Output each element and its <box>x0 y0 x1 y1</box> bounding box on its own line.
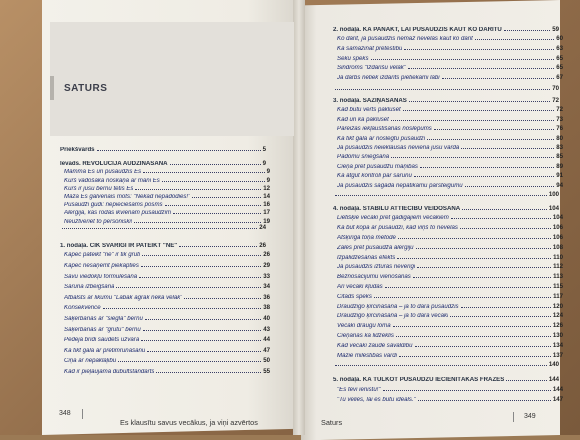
toc-ievads-item-title: Pusaudži gudi: nepieciešams posms <box>64 202 163 209</box>
toc-chapter-3 <box>333 96 559 105</box>
toc-chapter3-item-leader <box>465 180 555 186</box>
toc-chapter1-item-leader <box>141 335 261 341</box>
toc-chapter-5-leader <box>506 375 547 381</box>
toc-chapter5-item-leader <box>383 385 551 391</box>
toc-chapter1-item-page: 29 <box>263 262 270 270</box>
toc-ievads-item-title: Alerģija, kas rodas ikvienam pusaudzim <box>64 210 172 217</box>
toc-chapter3-item-leader <box>403 105 555 111</box>
toc-chapter2-item <box>333 53 563 62</box>
toc-chapter1-item-page: 55 <box>263 368 270 376</box>
toc-chapter3-item-page: 91 <box>556 172 563 180</box>
toc-chapter-1-title: 1. nodaļa. CIK SVARĪGI IR PATEIKT "NĒ" <box>60 243 178 250</box>
toc-chapter2-item-leader <box>371 53 555 59</box>
contents-heading <box>50 76 298 100</box>
toc-chapter2-item-page: 65 <box>556 54 563 62</box>
toc-chapter4-item <box>333 282 563 291</box>
toc-chapter1-item-page: 44 <box>263 336 270 344</box>
toc-chapter1-item-page: 34 <box>263 283 270 291</box>
toc-chapter3-item-page: 94 <box>556 181 563 189</box>
toc-chapter-4-title: 4. nodaļa. STABILU ATTIECĪBU VEIDOŠANA <box>333 206 461 213</box>
toc-chapter2-item-page: 65 <box>556 64 563 72</box>
toc-chapter2-item-leader <box>408 63 554 69</box>
toc-chapter4-item-page: 130 <box>552 332 563 340</box>
toc-chapter4-item-title: Kā būt kopā ar pusaudzi, kad viņš to nevēlas <box>337 225 458 232</box>
book-gutter <box>293 0 305 435</box>
toc-chapter1-item <box>60 250 270 259</box>
toc-ievads-item-title: Kurš ir jūsu bērnu tētis Es <box>64 185 134 192</box>
toc-chapter3-item <box>333 124 563 133</box>
toc-chapter4-item-leader <box>451 213 551 219</box>
toc-chapter1-item-leader <box>156 367 261 373</box>
toc-chapter3-item-page: 85 <box>556 153 563 161</box>
toc-chapter5-item <box>333 395 563 404</box>
toc-chapter3-item-page: 89 <box>556 162 563 170</box>
toc-chapter1-item-leader <box>145 314 261 320</box>
toc-chapter-1-page: 26 <box>259 242 266 250</box>
toc-chapter3-item-title: Pareizas iekļaustīšanās noslēpums <box>337 126 432 133</box>
toc-chapter3-item-leader <box>414 171 554 177</box>
toc-chapter-4 <box>333 204 559 213</box>
toc-chapter4-item-leader <box>398 233 551 239</box>
toc-chapter1-item-title: Savu viedokļu formulēšana <box>64 273 138 280</box>
toc-chapter4-item <box>333 223 563 232</box>
toc-chapter1-item-page: 26 <box>263 251 270 259</box>
toc-ievads-item-leader <box>134 216 261 222</box>
toc-chapter-2 <box>333 25 559 34</box>
toc-chapter4-end-leader <box>335 360 547 366</box>
toc-ievads-item-leader <box>162 175 265 181</box>
toc-chapter-2-title: 2. nodaļa. KĀ PANĀKT, LAI PUSAUDZIS KAUT KO DARĪTU <box>333 27 502 34</box>
toc-chapter4-end <box>333 360 559 369</box>
toc-chapter1-item-title: Kā tikt galā ar pretimrunāšanu <box>64 347 146 354</box>
toc-chapter2-end <box>333 84 559 93</box>
toc-chapter-1 <box>60 241 266 250</box>
toc-chapter3-item <box>333 143 563 152</box>
toc-chapter-2-page: 59 <box>552 26 559 34</box>
toc-chapter4-item-title: Atšķirīgā toņa metode <box>337 235 396 242</box>
toc-chapter-2-leader <box>504 25 550 31</box>
toc-chapter1-item <box>60 303 270 312</box>
toc-chapter1-item-page: 40 <box>263 315 270 323</box>
toc-chapter5-item-title: "Es tevi ienīstu!" <box>337 387 381 394</box>
toc-ievads-item-page: 19 <box>263 217 270 225</box>
toc-ievads-item-leader <box>165 200 262 206</box>
left-folio: 348 <box>59 410 71 417</box>
toc-chapter2-item-page: 63 <box>556 45 563 53</box>
toc-intro-leader <box>97 145 261 151</box>
toc-chapter4-item <box>333 321 563 330</box>
toc-chapter-ievads-page: 9 <box>262 160 266 168</box>
toc-chapter2-item <box>333 72 563 81</box>
toc-chapter4-item-page: 106 <box>552 224 563 232</box>
toc-chapter1-item <box>60 271 270 280</box>
toc-chapter4-item <box>333 311 563 320</box>
toc-chapter4-item <box>333 233 563 242</box>
toc-chapter1-item <box>60 261 270 270</box>
toc-chapter5-item-page: 147 <box>552 396 563 404</box>
toc-chapter4-item-leader <box>413 272 551 278</box>
toc-ievads-item-leader <box>143 167 264 173</box>
toc-chapter4-item-title: Draudzīgo ķircināšana – ja to dara pusaudzis <box>337 303 459 310</box>
toc-chapter1-item-title: Saķerbanās ar "grūtu" bērnu <box>64 326 141 333</box>
toc-chapter3-item-page: 73 <box>556 115 563 123</box>
toc-chapter3-item-leader <box>391 152 554 158</box>
toc-chapter1-item <box>60 367 270 376</box>
toc-chapter3-end-page: 100 <box>548 191 559 199</box>
toc-chapter2-item <box>333 34 563 43</box>
toc-chapter4-item-leader <box>397 252 551 258</box>
toc-chapter3-item-page: 76 <box>556 125 563 133</box>
toc-chapter2-item-title: Ko darīt, ja pusaudzis nemaz nevēlas kaut ko darīt <box>337 36 473 43</box>
toc-chapter3-item-title: Ja pusaudzis sagādā nepatīkamu pārsteigumu <box>337 182 463 189</box>
toc-ievads-item-page: 14 <box>263 193 270 201</box>
toc-chapter1-item-leader <box>118 356 261 362</box>
toc-chapter4-item-leader <box>416 242 551 248</box>
toc-ievads-end <box>60 223 266 232</box>
toc-chapter1-item <box>60 292 270 301</box>
toc-chapter1-item-title: Saruna izbeigšana <box>64 284 115 291</box>
toc-chapter3-end-leader <box>335 190 547 196</box>
toc-chapter1-item-title: Pēdējā brīdī saudēts uzvara <box>64 337 140 344</box>
toc-intro-title: Priekšvārds <box>60 147 95 154</box>
toc-chapter3-item-leader <box>420 161 554 167</box>
toc-chapter1-item-leader <box>141 261 261 267</box>
toc-chapter4-item <box>333 272 563 281</box>
toc-chapter2-item-title: Seku spēks <box>337 55 369 62</box>
toc-chapter4-item-leader <box>450 311 550 317</box>
toc-chapter3-item-leader <box>427 133 554 139</box>
toc-chapter1-item-title: Saķerbanās ar "siegla" bērnu <box>64 316 143 323</box>
toc-intro <box>60 145 266 154</box>
toc-ievads-end-page: 24 <box>259 224 266 232</box>
toc-chapter4-item-leader <box>417 262 551 268</box>
toc-chapter4-item-page: 106 <box>552 234 563 242</box>
toc-chapter3-item <box>333 152 563 161</box>
toc-chapter1-item-leader <box>142 250 261 256</box>
toc-chapter4-item-page: 137 <box>552 351 563 359</box>
toc-chapter2-item-page: 67 <box>556 73 563 81</box>
toc-chapter3-item-leader <box>434 124 554 130</box>
toc-chapter3-item <box>333 105 563 114</box>
toc-chapter-3-page: 72 <box>552 97 559 105</box>
toc-chapter1-item-page: 50 <box>263 357 270 365</box>
toc-chapter3-item-title: Cieņa pret pusaudžu māņības <box>337 163 418 170</box>
toc-chapter5-item-leader <box>418 395 551 401</box>
toc-chapter4-item <box>333 252 563 261</box>
toc-chapter1-item <box>60 345 270 354</box>
right-folio: 349 <box>524 413 536 420</box>
toc-chapter4-item <box>333 291 563 300</box>
toc-ievads-item-leader <box>135 183 261 189</box>
toc-chapter-4-page: 104 <box>548 205 559 213</box>
toc-chapter4-item <box>333 340 563 349</box>
toc-chapter1-item-leader <box>143 324 261 330</box>
toc-chapter4-item-title: Lietišķie vecāki pret gādīgajiem vecākiem <box>337 215 449 222</box>
toc-chapter2-end-leader <box>335 84 550 90</box>
toc-chapter4-item-title: Mazie mīlestības vārdi <box>337 352 397 359</box>
right-running-foot: Saturs <box>321 418 343 427</box>
toc-chapter1-item-page: 47 <box>263 346 270 354</box>
toc-chapter1-item <box>60 356 270 365</box>
toc-chapter2-item-title: Ja darbs netiek izdarīts pietiekami labi <box>337 74 440 81</box>
toc-chapter1-item-page: 38 <box>263 304 270 312</box>
toc-chapter3-item <box>333 114 563 123</box>
contents-heading-text: SATURS <box>64 83 108 94</box>
toc-chapter3-item-title: Kā atgūt kontroli pār sarunu <box>337 173 412 180</box>
toc-chapter4-item-title: Ja pusaudzis izturas nevērīgi <box>337 264 416 271</box>
toc-chapter-ievads-title: Ievads. REVOLŪCIJA AUDZINĀŠANĀ <box>60 161 168 168</box>
toc-chapter3-item-title: Kā tikt galā ar noslēgtu pusaudzi <box>337 135 426 142</box>
toc-chapter3-item-title: Kad būtu vērts paklusēt <box>337 107 401 114</box>
toc-chapter1-item-title: Kad ir pieļaujama dubultstandarts <box>64 369 155 376</box>
toc-chapter3-item-page: 80 <box>556 134 563 142</box>
toc-chapter3-item <box>333 180 563 189</box>
toc-chapter-ievads-leader <box>170 159 261 165</box>
toc-ievads-item-leader <box>192 192 261 198</box>
toc-chapter4-item-page: 134 <box>552 341 563 349</box>
toc-chapter-4-leader <box>462 204 547 210</box>
toc-chapter3-item-title: Padomu sniegšana <box>337 154 390 161</box>
toc-chapter3-item-page: 83 <box>556 144 563 152</box>
toc-chapter2-item-page: 60 <box>556 35 563 43</box>
toc-chapter2-item-leader <box>404 44 554 50</box>
toc-chapter2-item-title: Sindroms "Izdarīšu vēlāk" <box>337 65 407 72</box>
toc-ievads-item-page: 17 <box>263 209 270 217</box>
toc-chapter3-item-title: Kad un kā paklusēt <box>337 116 389 123</box>
toc-chapter4-item-page: 117 <box>553 292 563 300</box>
toc-ievads-item-page: 16 <box>263 201 270 209</box>
toc-ievads-item-page: 9 <box>266 176 270 184</box>
toc-chapter-3-leader <box>409 96 550 102</box>
toc-chapter2-end-page: 70 <box>552 85 559 93</box>
toc-chapter4-item-page: 120 <box>552 302 563 310</box>
toc-chapter1-item <box>60 282 270 291</box>
toc-chapter4-item-page: 115 <box>553 283 563 291</box>
toc-chapter1-item-title: Konsekvence <box>64 305 101 312</box>
toc-chapter5-item-page: 144 <box>552 386 563 394</box>
toc-chapter-5 <box>333 375 559 384</box>
toc-chapter3-item <box>333 133 563 142</box>
toc-chapter4-item-title: Izpalīdzēšanas efekts <box>337 254 396 261</box>
toc-chapter4-item <box>333 242 563 251</box>
toc-chapter4-item-title: Citāds spēks <box>337 293 372 300</box>
toc-chapter3-item-page: 72 <box>556 106 563 114</box>
toc-ievads-item-title: Kurš vadošākā noskaņa ar mani Es <box>64 177 160 184</box>
toc-chapter3-item <box>333 161 563 170</box>
toc-chapter1-item <box>60 324 270 333</box>
toc-chapter4-item-title: Ari vecāki kļūdās <box>337 284 383 291</box>
toc-chapter1-item-title: Kāpēc nesaņemt piekāpties <box>64 263 139 270</box>
toc-chapter3-end <box>333 190 559 199</box>
toc-ievads-end-leader <box>62 223 257 229</box>
toc-chapter4-item <box>333 213 563 222</box>
toc-chapter4-item-page: 108 <box>552 243 563 251</box>
toc-chapter1-item-leader <box>103 303 262 309</box>
toc-chapter1-item-title: Kāpēc pateikt "nē" ir tik grūti <box>64 252 141 259</box>
toc-chapter4-item-leader <box>374 291 551 297</box>
toc-chapter4-item-leader <box>460 223 551 229</box>
toc-chapter1-item-title: Atbalsts ar likumu "Labāk agrāk nekā vēlāk" <box>64 294 183 301</box>
toc-ievads-item-title: Neuztveriet to personiski! <box>64 218 133 225</box>
toc-chapter3-item-title: Ja pusaudzis neieklausās nevienā jūsu vārdā <box>337 145 460 152</box>
toc-chapter3-item <box>333 171 563 180</box>
toc-chapter4-item-title: Zāles pret pusaudža alerģiju <box>337 244 414 251</box>
left-folio-separator <box>82 409 83 419</box>
toc-chapter2-item-leader <box>442 72 555 78</box>
toc-chapter4-item-page: 110 <box>553 253 563 261</box>
toc-chapter4-item <box>333 301 563 310</box>
toc-chapter2-item-title: Kā samazināt pretestību <box>337 46 403 53</box>
toc-chapter4-item-title: Kad vecāki zaudē savaldību <box>337 342 413 349</box>
toc-chapter1-item-leader <box>184 292 261 298</box>
toc-chapter2-item <box>333 63 563 72</box>
toc-chapter-1-leader <box>179 241 257 247</box>
toc-ievads-item-page: 12 <box>263 184 270 192</box>
toc-chapter5-item <box>333 385 563 394</box>
toc-chapter4-item <box>333 350 563 359</box>
toc-chapter-5-page: 144 <box>548 376 559 384</box>
toc-chapter4-item <box>333 331 563 340</box>
toc-chapter4-item-title: Vecāki draugu lomā <box>337 323 391 330</box>
toc-chapter1-item-page: 43 <box>263 325 270 333</box>
toc-ievads-item-title: Mamma Es un pusaudzis Es <box>64 169 142 176</box>
toc-chapter3-item-leader <box>461 143 554 149</box>
toc-chapter4-item-page: 126 <box>552 322 563 330</box>
toc-chapter1-item-leader <box>116 282 261 288</box>
toc-chapter4-item-leader <box>461 301 551 307</box>
toc-chapter2-item <box>333 44 563 53</box>
toc-chapter1-item-title: Cīņa ar nepaklāļību <box>64 358 117 365</box>
toc-chapter1-item <box>60 335 270 344</box>
toc-intro-page: 5 <box>262 146 266 154</box>
toc-chapter4-item <box>333 262 563 271</box>
toc-ievads-item-title: Mazā Es galvenais mots: "Nekad nepadodies!" <box>64 194 191 201</box>
toc-chapter4-item-title: Draudzīgo ķircināšana – ja to dara vecāki <box>337 313 449 320</box>
toc-chapter3-item-leader <box>391 114 554 120</box>
toc-chapter4-item-title: Cīeņanas kā līdzeklis <box>337 333 394 340</box>
toc-chapter4-item-page: 104 <box>552 214 563 222</box>
toc-chapter2-item-leader <box>475 34 554 40</box>
toc-chapter1-item-page: 36 <box>263 293 270 301</box>
toc-chapter-5-title: 5. nodaļa. KĀ TULKOT PUSAUDŽU IECIENĪTĀKĀS FRĀZES <box>333 377 505 384</box>
toc-chapter4-end-page: 140 <box>548 361 559 369</box>
left-running-foot: Es klausītu savus vecākus, ja viņi azvērtos <box>120 418 258 427</box>
toc-chapter1-item-leader <box>147 345 261 351</box>
toc-chapter4-item-page: 124 <box>552 312 563 320</box>
toc-ievads-item-leader <box>173 208 261 214</box>
toc-chapter-3-title: 3. nodaļa. SAZIŅĀŠANĀS <box>333 98 407 105</box>
toc-chapter4-item-page: 113 <box>553 273 563 281</box>
toc-ievads-item-page: 9 <box>266 168 270 176</box>
toc-chapter4-item-leader <box>399 350 551 356</box>
toc-chapter1-item <box>60 314 270 323</box>
toc-chapter1-item-leader <box>139 271 261 277</box>
toc-chapter4-item-page: 112 <box>553 263 563 271</box>
toc-chapter4-item-leader <box>415 340 551 346</box>
right-folio-separator <box>513 412 514 422</box>
toc-chapter4-item-title: Beznosacījumu vienošanās <box>337 274 411 281</box>
toc-chapter5-item-title: "Tu vēlies, lai es būtu ideāls." <box>337 397 416 404</box>
toc-chapter4-item-leader <box>396 331 551 337</box>
toc-chapter4-item-leader <box>393 321 551 327</box>
toc-chapter4-item-leader <box>385 282 551 288</box>
toc-chapter1-item-page: 33 <box>263 272 270 280</box>
